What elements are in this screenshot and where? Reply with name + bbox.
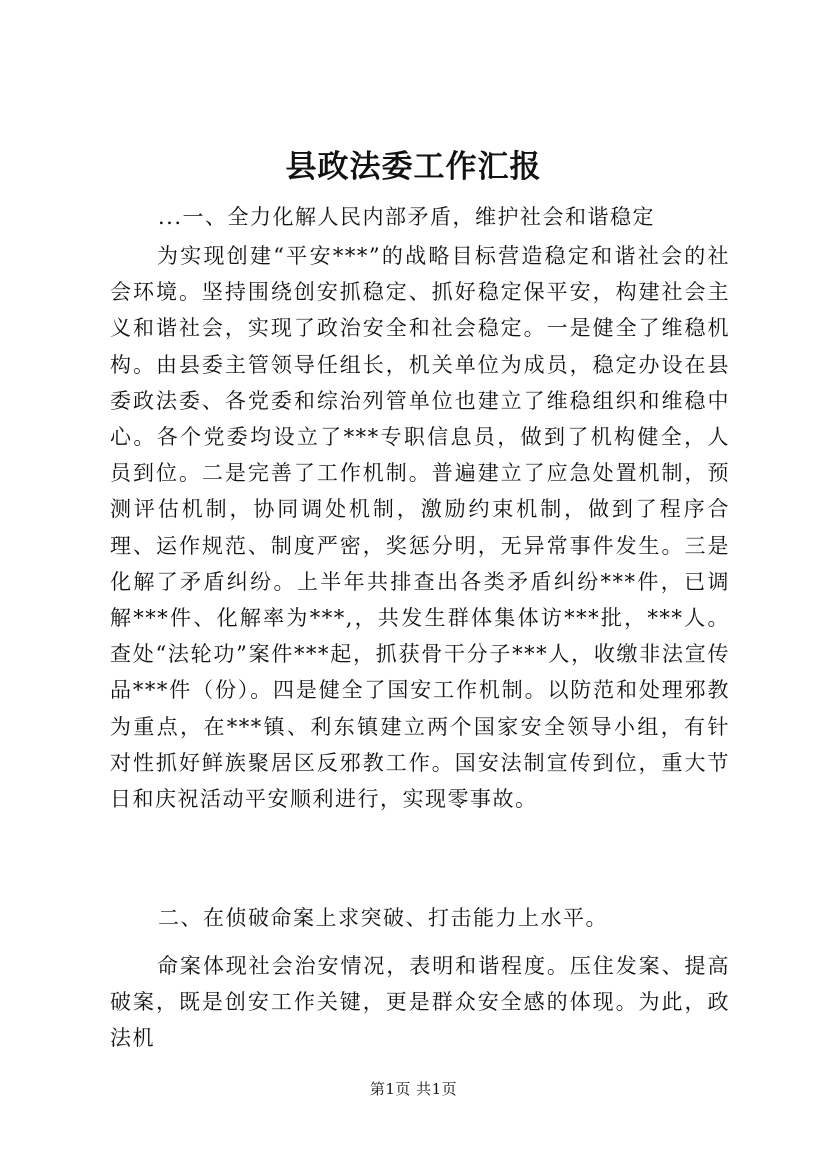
section-1-paragraph: 为实现创建“平安***”的战略目标营造稳定和谐社会的社会环境。坚持围绕创安抓稳定、抓好稳定保平安，构建社会主义和谐社会，实现了政治安全和社会稳定。一是健全了维稳机构。由县委主管领导任组长，机关单位为成员，稳定办设在县委政法委、各党委和综治列管单位也建立了维稳组织和维稳中心。各个党委均设立了***专职信息员，做到了机构健全，人员到位。二是完善了工作机制。普遍建立了应急处置机制，预测评估机制，协同调处机制，激励约束机制，做到了程序合理、运作规范、制度严密，奖惩分明，无异常事件发生。三是化解了矛盾纠纷。上半年共排查出各类矛盾纠纷***件，已调解***件、化解率为***,，共发生群体集体访***批，***人。查处“法轮功”案件***起，抓获骨干分子***人，收缴非法宣传品***件（份）。四是健全了国安工作机制。以防范和处理邪教为重点，在***镇、利东镇建立两个国家安全领导小组，有针对性抓好鲜族聚居区反邪教工作。国安法制宣传到位，重大节日和庆祝活动平安顺利进行，实现零事故。: [110, 244, 730, 812]
document-title: 县政法委工作汇报: [285, 149, 542, 185]
section-2-heading: 二、在侦破命案上求突破、打击能力上水平。: [158, 906, 608, 930]
page-footer: 第1页 共1页: [369, 1080, 458, 1098]
section-1-heading: ...一、全力化解人民内部矛盾，维护社会和谐稳定: [158, 205, 656, 229]
section-2-paragraph: 命案体现社会治安情况，表明和谐程度。压住发案、提高破案，既是创安工作关键，更是群众安全感的体现。为此，政法机: [110, 954, 730, 1051]
